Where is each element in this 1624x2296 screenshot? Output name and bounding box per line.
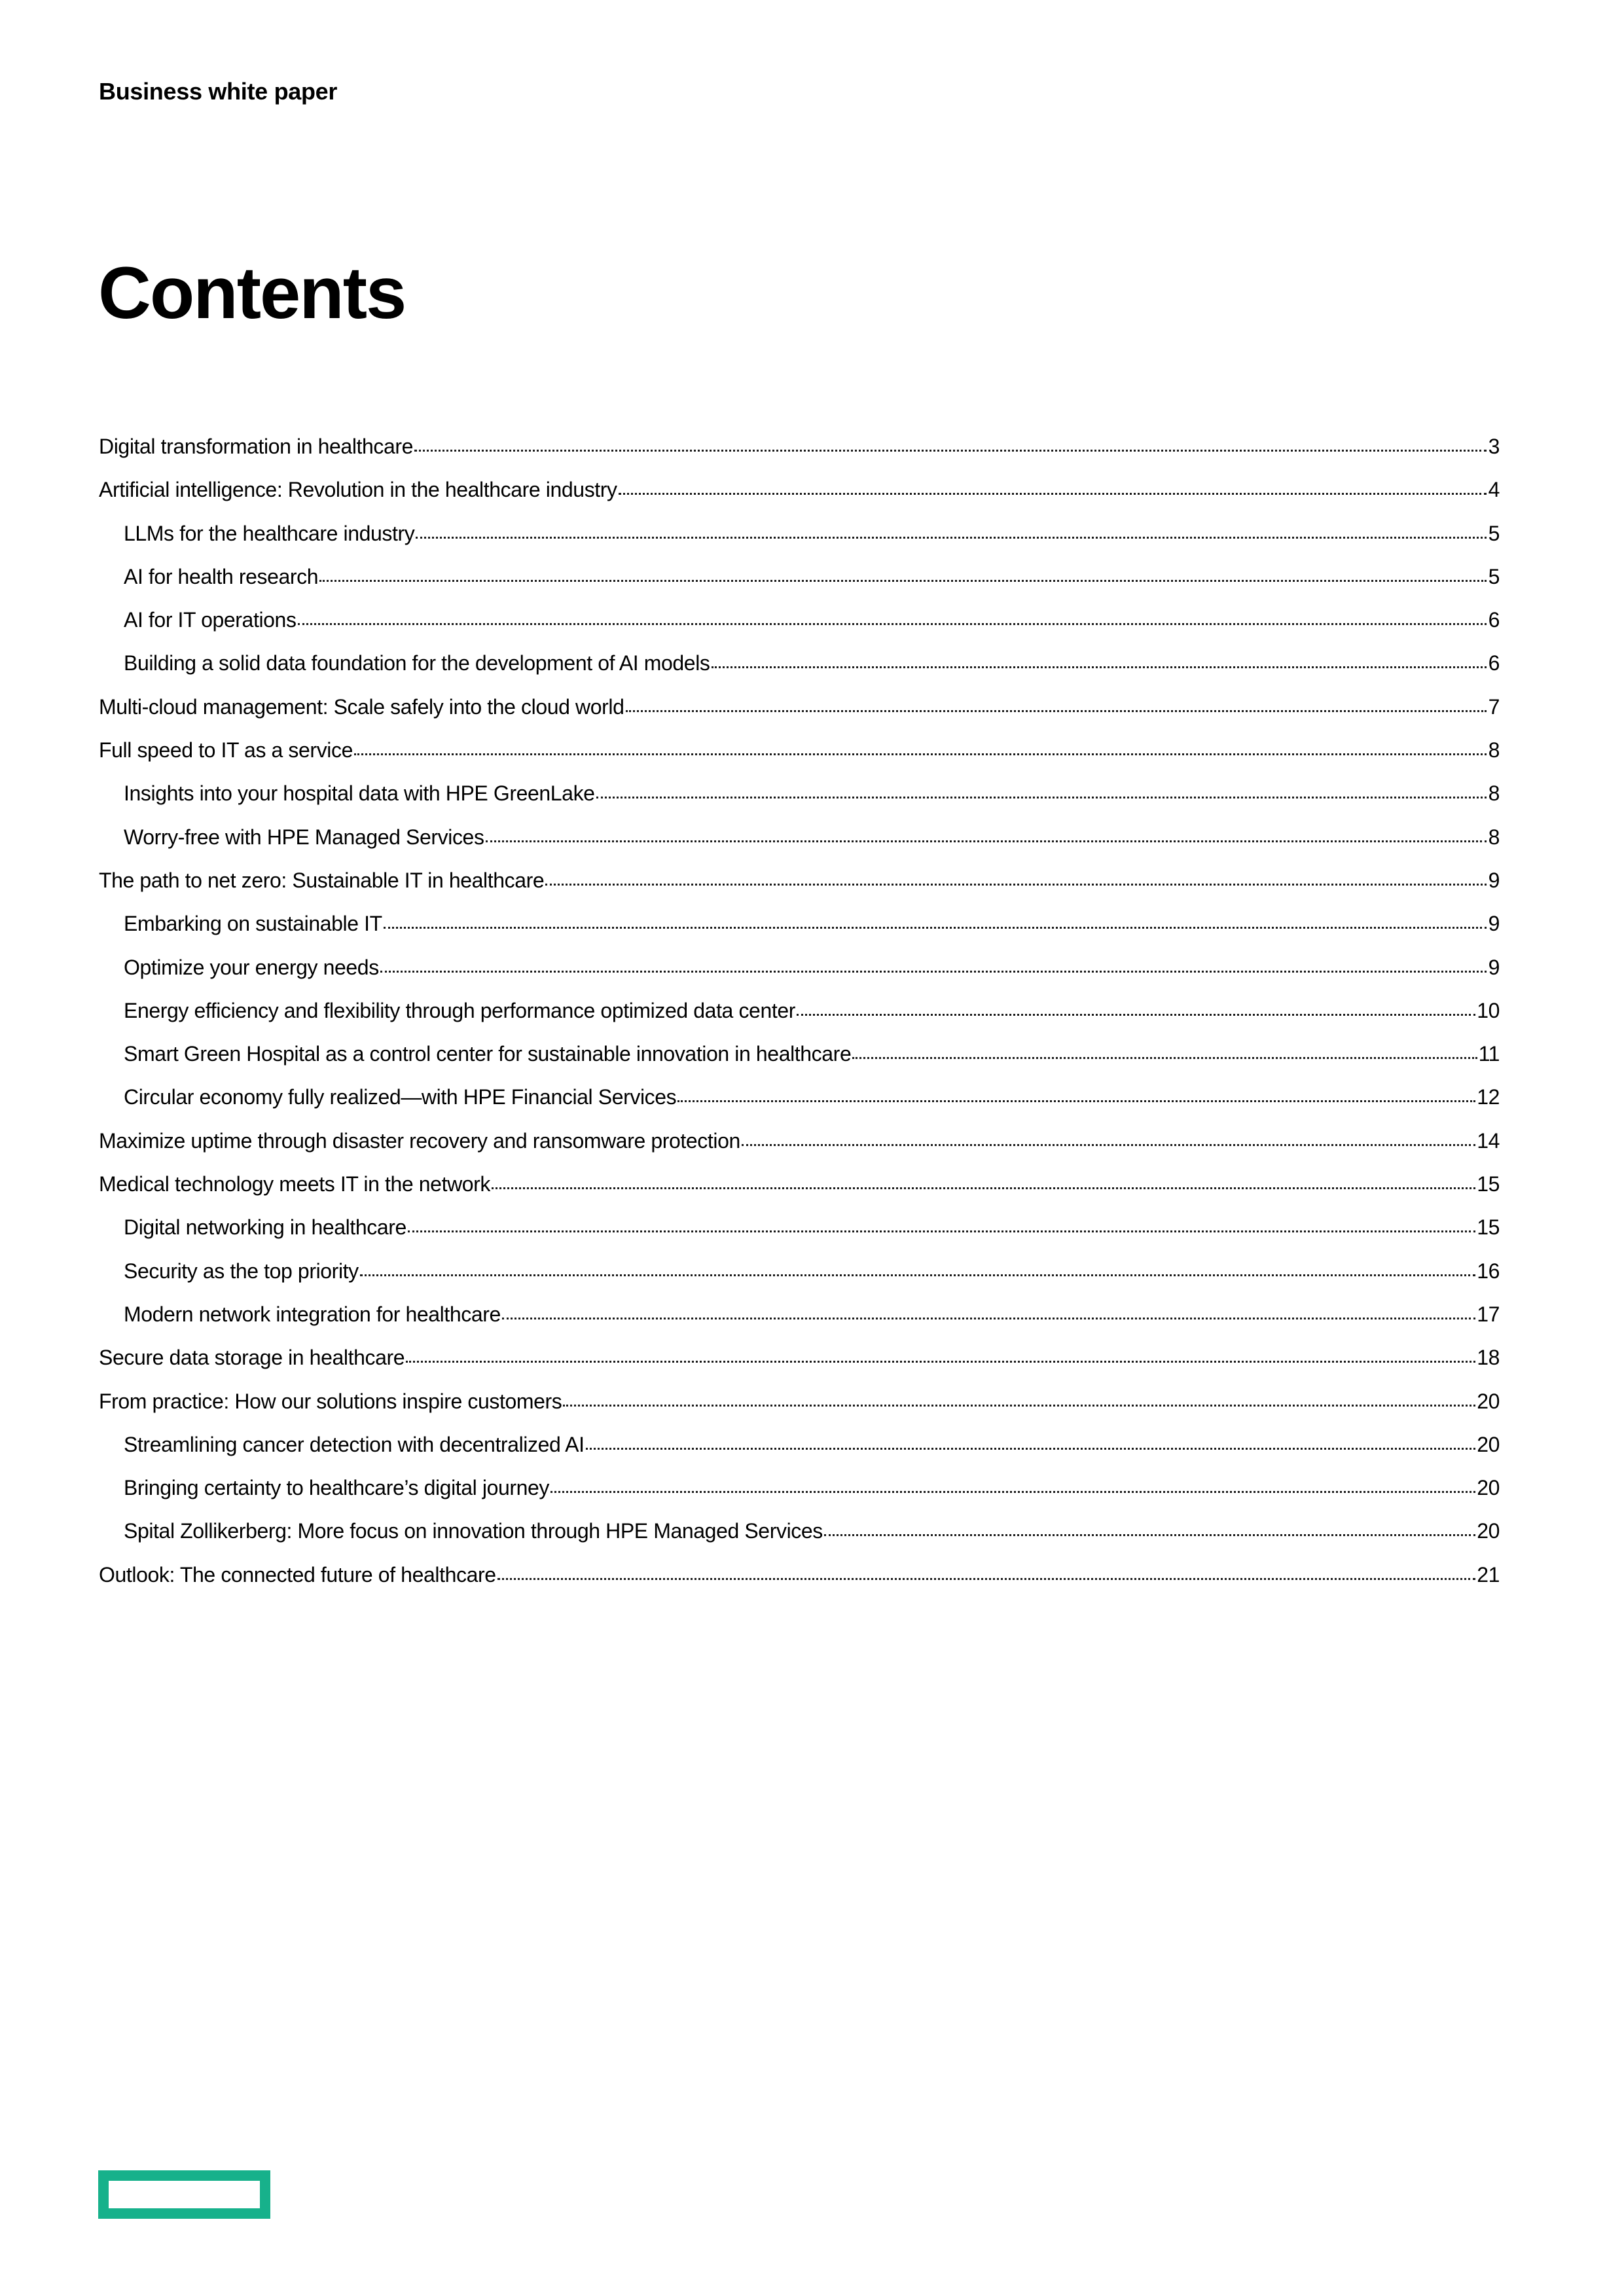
toc-entry[interactable]: [99, 1344, 1500, 1388]
toc-entry[interactable]: [99, 433, 1500, 476]
toc-entry[interactable]: [99, 476, 1500, 520]
dot-leader: [550, 1491, 1475, 1493]
dot-leader: [319, 580, 1487, 582]
toc-page-number[interactable]: 15: [1477, 1215, 1500, 1240]
dot-leader: [380, 971, 1487, 973]
toc-entry-label[interactable]: Smart Green Hospital as a control center for sustainable innovation in healthcare: [124, 1042, 852, 1066]
toc-entry-label[interactable]: Modern network integration for healthcare: [124, 1302, 501, 1326]
toc-entry[interactable]: [99, 867, 1500, 910]
toc-page-number[interactable]: 20: [1477, 1476, 1500, 1500]
toc-page-number[interactable]: 20: [1477, 1389, 1500, 1413]
dot-leader: [360, 1274, 1475, 1276]
toc-entry-label[interactable]: Worry-free with HPE Managed Services: [124, 825, 484, 849]
dot-leader: [586, 1448, 1476, 1450]
toc-page-number[interactable]: 17: [1477, 1302, 1500, 1326]
dot-leader: [298, 623, 1487, 625]
toc-entry-label[interactable]: Maximize uptime through disaster recovery and ransomware protection: [99, 1128, 740, 1153]
dot-leader: [797, 1014, 1475, 1016]
toc-page-number[interactable]: 12: [1477, 1085, 1500, 1109]
toc-entry[interactable]: [99, 1562, 1500, 1605]
document-type-label: Business white paper: [99, 78, 338, 105]
toc-page-number[interactable]: 7: [1488, 694, 1500, 719]
toc-subentry[interactable]: [99, 954, 1500, 997]
toc-subentry[interactable]: [99, 1084, 1500, 1127]
toc-subentry[interactable]: [99, 1518, 1500, 1561]
toc-entry-label[interactable]: Bringing certainty to healthcare’s digital journey: [124, 1476, 550, 1500]
toc-page-number[interactable]: 15: [1477, 1172, 1500, 1196]
toc-page-number[interactable]: 8: [1488, 738, 1500, 762]
toc-subentry[interactable]: [99, 1041, 1500, 1084]
toc-subentry[interactable]: [99, 780, 1500, 823]
toc-entry-label[interactable]: Streamlining cancer detection with decentralized AI: [124, 1432, 585, 1456]
toc-entry[interactable]: [99, 1388, 1500, 1431]
toc-entry-label[interactable]: Insights into your hospital data with HPE GreenLake: [124, 781, 595, 806]
toc-entry-label[interactable]: Digital transformation in healthcare: [99, 435, 414, 458]
toc-entry-label[interactable]: Secure data storage in healthcare: [99, 1346, 405, 1370]
toc-page-number[interactable]: 11: [1478, 1042, 1500, 1066]
toc-entry[interactable]: [99, 1171, 1500, 1214]
toc-entry-label[interactable]: Artificial intelligence: Revolution in the healthcare industry: [99, 478, 617, 502]
page-title: Contents: [98, 252, 406, 334]
toc-entry-label[interactable]: LLMs for the healthcare industry: [124, 521, 415, 545]
toc-entry-label[interactable]: Circular economy fully realized—with HPE Financial Services: [124, 1085, 677, 1109]
toc-entry[interactable]: [99, 694, 1500, 737]
toc-entry-label[interactable]: From practice: How our solutions inspire customers: [99, 1389, 562, 1413]
dot-leader: [492, 1187, 1475, 1189]
toc-page-number[interactable]: 20: [1477, 1519, 1500, 1543]
toc-page-number[interactable]: 5: [1488, 564, 1500, 588]
toc-entry-label[interactable]: Medical technology meets IT in the network: [99, 1172, 491, 1196]
dot-leader: [712, 666, 1487, 668]
toc-subentry[interactable]: [99, 520, 1500, 564]
toc-entry-label[interactable]: Spital Zollikerberg: More focus on innovation through HPE Managed Services: [124, 1519, 823, 1543]
toc-page-number[interactable]: 5: [1488, 521, 1500, 545]
table-of-contents: [99, 433, 1500, 1605]
dot-leader: [742, 1144, 1475, 1146]
dot-leader: [497, 1578, 1476, 1580]
dot-leader: [414, 450, 1487, 452]
toc-page-number[interactable]: 6: [1488, 651, 1500, 675]
toc-entry-label[interactable]: Security as the top priority: [124, 1259, 359, 1283]
toc-subentry[interactable]: [99, 1431, 1500, 1475]
toc-subentry[interactable]: [99, 824, 1500, 867]
toc-page-number[interactable]: 4: [1488, 478, 1500, 502]
toc-subentry[interactable]: [99, 997, 1500, 1041]
toc-page-number[interactable]: 8: [1488, 781, 1500, 806]
toc-subentry[interactable]: [99, 1475, 1500, 1518]
dot-leader: [408, 1230, 1475, 1232]
toc-entry-label[interactable]: Optimize your energy needs: [124, 955, 379, 979]
toc-page-number[interactable]: 14: [1477, 1128, 1500, 1153]
dot-leader: [563, 1405, 1475, 1407]
toc-page-number[interactable]: 6: [1488, 608, 1500, 632]
dot-leader: [852, 1057, 1477, 1059]
toc-page-number[interactable]: 9: [1488, 868, 1500, 892]
toc-entry-label[interactable]: Energy efficiency and flexibility through performance optimized data center: [124, 998, 795, 1022]
dot-leader: [354, 753, 1487, 755]
toc-page-number[interactable]: 20: [1477, 1432, 1500, 1456]
toc-page-number[interactable]: 9: [1488, 912, 1500, 936]
toc-entry-label[interactable]: The path to net zero: Sustainable IT in healthcare: [99, 868, 545, 892]
toc-subentry[interactable]: [99, 910, 1500, 954]
toc-entry-label[interactable]: AI for health research: [124, 564, 319, 588]
toc-subentry[interactable]: [99, 650, 1500, 693]
dot-leader: [619, 493, 1487, 495]
dot-leader: [677, 1100, 1475, 1102]
toc-page-number[interactable]: 8: [1488, 825, 1500, 849]
toc-page-number[interactable]: 16: [1477, 1259, 1500, 1283]
toc-subentry[interactable]: [99, 1258, 1500, 1301]
toc-subentry[interactable]: [99, 564, 1500, 607]
toc-entry-label[interactable]: Embarking on sustainable IT: [124, 912, 382, 936]
toc-entry-label[interactable]: Outlook: The connected future of healthcare: [99, 1562, 496, 1587]
toc-entry[interactable]: [99, 737, 1500, 780]
toc-page-number[interactable]: 18: [1477, 1346, 1500, 1370]
toc-entry-label[interactable]: Digital networking in healthcare: [124, 1215, 406, 1240]
toc-subentry[interactable]: [99, 1214, 1500, 1257]
dot-leader: [384, 927, 1487, 929]
toc-entry-label[interactable]: AI for IT operations: [124, 608, 297, 632]
toc-subentry[interactable]: [99, 607, 1500, 650]
toc-page-number[interactable]: 10: [1477, 998, 1500, 1022]
dot-leader: [406, 1361, 1475, 1363]
toc-entry[interactable]: [99, 1128, 1500, 1171]
dot-leader: [596, 797, 1487, 798]
toc-page-number[interactable]: 21: [1477, 1562, 1500, 1587]
dot-leader: [502, 1318, 1475, 1319]
dot-leader: [486, 840, 1487, 842]
toc-entry-label[interactable]: Multi-cloud management: Scale safely into the cloud world: [99, 694, 624, 719]
dot-leader: [824, 1534, 1475, 1536]
toc-page-number[interactable]: 9: [1488, 955, 1500, 979]
toc-subentry[interactable]: [99, 1301, 1500, 1344]
dot-leader: [416, 537, 1487, 539]
dot-leader: [545, 884, 1487, 886]
toc-entry-label[interactable]: Full speed to IT as a service: [99, 738, 353, 762]
toc-entry-label[interactable]: Building a solid data foundation for the development of AI models: [124, 651, 710, 675]
toc-page-number[interactable]: 3: [1488, 435, 1500, 458]
dot-leader: [626, 710, 1487, 712]
hpe-logo-icon: [98, 2170, 270, 2219]
